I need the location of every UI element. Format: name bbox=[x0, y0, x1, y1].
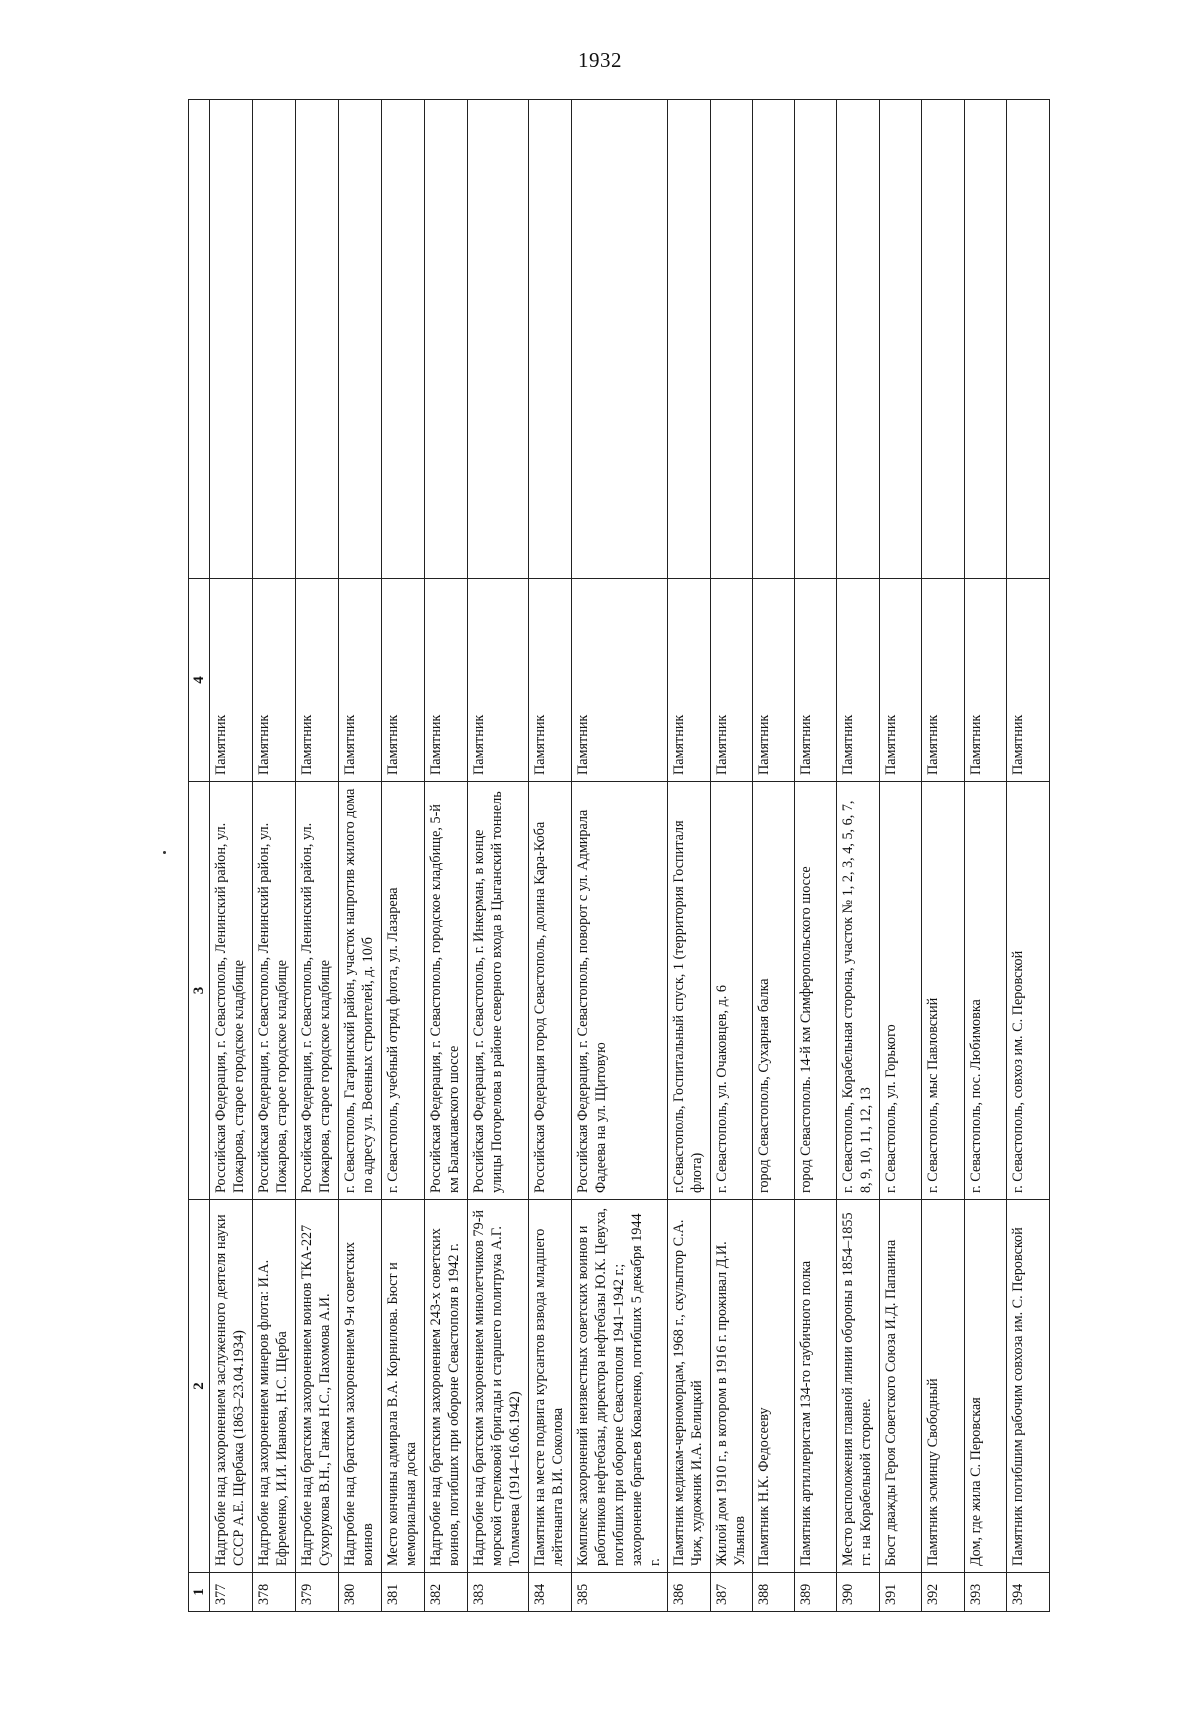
category-cell: Памятник bbox=[795, 579, 837, 782]
monument-name-cell: Место кончины адмирала В.А. Корнилова. Бюст и мемориальная доска bbox=[382, 1200, 425, 1573]
rotated-table-container bbox=[188, 100, 1071, 1612]
table-row bbox=[572, 100, 668, 1612]
row-number-cell: 380 bbox=[339, 1573, 382, 1612]
row-number-cell: 392 bbox=[922, 1573, 965, 1612]
address-cell: Российская Федерация, г. Севастополь, городское кладбище, 5-й км Балаклавского шоссе bbox=[425, 782, 468, 1200]
empty-cell bbox=[753, 100, 795, 579]
address-cell: Российская Федерация, г. Севастополь, Ленинский район, ул. Пожарова, старое городское кладбище bbox=[296, 782, 339, 1200]
table-row bbox=[253, 100, 296, 1612]
row-number-cell: 386 bbox=[668, 1573, 711, 1612]
monument-name-cell: Памятник на месте подвига курсантов взвода младшего лейтенанта В.И. Соколова bbox=[529, 1200, 572, 1573]
category-cell: Памятник bbox=[711, 579, 753, 782]
monument-name-cell: Жилой дом 1910 г., в котором в 1916 г. проживал Д.И. Ульянов bbox=[711, 1200, 753, 1573]
header-col-1: 1 bbox=[189, 1573, 210, 1612]
category-cell: Памятник bbox=[253, 579, 296, 782]
monuments-table bbox=[188, 99, 1050, 1612]
row-number-cell: 391 bbox=[880, 1573, 922, 1612]
address-cell: г.Севастополь, Госпитальный спуск, 1 (территория Госпиталя флота) bbox=[668, 782, 711, 1200]
category-cell: Памятник bbox=[880, 579, 922, 782]
address-cell: город Севастополь, Сухарная балка bbox=[753, 782, 795, 1200]
monument-name-cell: Надгробие над братским захоронением 243-х советских воинов, погибших при обороне Севастополя в 1942 г. bbox=[425, 1200, 468, 1573]
address-cell: г. Севастополь, Корабельная сторона, участок № 1, 2, 3, 4, 5, 6, 7, 8, 9, 10, 11, 12, 13 bbox=[837, 782, 880, 1200]
empty-cell bbox=[382, 100, 425, 579]
table-row bbox=[210, 100, 253, 1612]
row-number-cell: 393 bbox=[965, 1573, 1007, 1612]
table-row bbox=[529, 100, 572, 1612]
empty-cell bbox=[880, 100, 922, 579]
table-row bbox=[922, 100, 965, 1612]
monument-name-cell: Надгробие над захоронением заслуженного деятеля науки СССР А.Е. Щербака (1863–23.04.1934) bbox=[210, 1200, 253, 1573]
category-cell: Памятник bbox=[965, 579, 1007, 782]
address-cell: город Севастополь. 14-й км Симферопольского шоссе bbox=[795, 782, 837, 1200]
row-number-cell: 378 bbox=[253, 1573, 296, 1612]
scan-speck bbox=[163, 851, 166, 854]
table-row bbox=[425, 100, 468, 1612]
monument-name-cell: Надгробие над братским захоронением минолетчиков 79-й морской стрелковой бригады и старшего политрука А.Г. Толмачева (1914–16.06.1942) bbox=[468, 1200, 529, 1573]
category-cell: Памятник bbox=[572, 579, 668, 782]
address-cell: Российская Федерация, г. Севастополь, поворот с ул. Адмирала Фадеева на ул. Щитовую bbox=[572, 782, 668, 1200]
empty-cell bbox=[668, 100, 711, 579]
table-row bbox=[753, 100, 795, 1612]
monument-name-cell: Памятник артиллеристам 134-го гаубичного полка bbox=[795, 1200, 837, 1573]
empty-cell bbox=[922, 100, 965, 579]
empty-cell bbox=[837, 100, 880, 579]
table-row bbox=[711, 100, 753, 1612]
page-number: 1932 bbox=[578, 48, 622, 72]
monument-name-cell: Надгробие над братским захоронением 9-и советских воинов bbox=[339, 1200, 382, 1573]
table-row bbox=[1007, 100, 1050, 1612]
empty-cell bbox=[425, 100, 468, 579]
row-number-cell: 382 bbox=[425, 1573, 468, 1612]
address-cell: г. Севастополь, мыс Павловский bbox=[922, 782, 965, 1200]
table-row bbox=[837, 100, 880, 1612]
empty-cell bbox=[296, 100, 339, 579]
category-cell: Памятник bbox=[296, 579, 339, 782]
category-cell: Памятник bbox=[210, 579, 253, 782]
table-row bbox=[339, 100, 382, 1612]
row-number-cell: 381 bbox=[382, 1573, 425, 1612]
address-cell: Российская Федерация, г. Севастополь, г. Инкерман, в конце улицы Погорелова в районе северного входа в Цыганский тоннель bbox=[468, 782, 529, 1200]
category-cell: Памятник bbox=[668, 579, 711, 782]
row-number-cell: 387 bbox=[711, 1573, 753, 1612]
monument-name-cell: Место расположения главной линии обороны в 1854–1855 гг. на Корабельной стороне. bbox=[837, 1200, 880, 1573]
category-cell: Памятник bbox=[425, 579, 468, 782]
category-cell: Памятник bbox=[468, 579, 529, 782]
address-cell: г. Севастополь, совхоз им. С. Перовской bbox=[1007, 782, 1050, 1200]
monument-name-cell: Надгробие над захоронением минеров флота: И.А. Ефременко, И.И. Иванова, Н.С. Щерба bbox=[253, 1200, 296, 1573]
monument-name-cell: Памятник медикам-черноморцам, 1968 г., скульптор С.А. Чиж, художник И.А. Белицкий bbox=[668, 1200, 711, 1573]
category-cell: Памятник bbox=[922, 579, 965, 782]
table-row bbox=[296, 100, 339, 1612]
monument-name-cell: Дом, где жила С. Перовская bbox=[965, 1200, 1007, 1573]
monument-name-cell: Комплекс захоронений неизвестных советских воинов и работников нефтебазы, директора нефтебазы Ю.К. Цевуха, погибших при обороне Севастополя 1941–1942 г.; захоронение братьев Коваленко, погибших 5 декабря 1944 г. bbox=[572, 1200, 668, 1573]
table-row bbox=[965, 100, 1007, 1612]
empty-cell bbox=[210, 100, 253, 579]
monument-name-cell: Памятник эсминцу Свободный bbox=[922, 1200, 965, 1573]
row-number-cell: 389 bbox=[795, 1573, 837, 1612]
row-number-cell: 379 bbox=[296, 1573, 339, 1612]
row-number-cell: 385 bbox=[572, 1573, 668, 1612]
header-col-4: 4 bbox=[189, 579, 210, 782]
empty-cell bbox=[572, 100, 668, 579]
monument-name-cell: Памятник погибшим рабочим совхоза им. С. Перовской bbox=[1007, 1200, 1050, 1573]
category-cell: Памятник bbox=[382, 579, 425, 782]
monument-name-cell: Памятник Н.К. Федосееву bbox=[753, 1200, 795, 1573]
address-cell: г. Севастополь, ул. Горького bbox=[880, 782, 922, 1200]
table-row bbox=[468, 100, 529, 1612]
address-cell: Российская Федерация, г. Севастополь, Ленинский район, ул. Пожарова, старое городское кладбище bbox=[253, 782, 296, 1200]
row-number-cell: 388 bbox=[753, 1573, 795, 1612]
address-cell: г. Севастополь, ул. Очаковцев, д. 6 bbox=[711, 782, 753, 1200]
row-number-cell: 394 bbox=[1007, 1573, 1050, 1612]
row-number-cell: 383 bbox=[468, 1573, 529, 1612]
address-cell: г. Севастополь, учебный отряд флота, ул. Лазарева bbox=[382, 782, 425, 1200]
empty-cell bbox=[1007, 100, 1050, 579]
address-cell: Российская Федерация город Севастополь, долина Кара-Коба bbox=[529, 782, 572, 1200]
category-cell: Памятник bbox=[837, 579, 880, 782]
empty-cell bbox=[795, 100, 837, 579]
header-col-5 bbox=[189, 100, 210, 579]
empty-cell bbox=[468, 100, 529, 579]
header-col-3: 3 bbox=[189, 782, 210, 1200]
empty-cell bbox=[253, 100, 296, 579]
address-cell: г. Севастополь, пос. Любимовка bbox=[965, 782, 1007, 1200]
header-col-2: 2 bbox=[189, 1200, 210, 1573]
row-number-cell: 377 bbox=[210, 1573, 253, 1612]
empty-cell bbox=[711, 100, 753, 579]
address-cell: Российская Федерация, г. Севастополь, Ленинский район, ул. Пожарова, старое городское кладбище bbox=[210, 782, 253, 1200]
empty-cell bbox=[965, 100, 1007, 579]
table-row bbox=[382, 100, 425, 1612]
category-cell: Памятник bbox=[529, 579, 572, 782]
row-number-cell: 384 bbox=[529, 1573, 572, 1612]
monument-name-cell: Бюст дважды Героя Советского Союза И.Д. Папанина bbox=[880, 1200, 922, 1573]
row-number-cell: 390 bbox=[837, 1573, 880, 1612]
monument-name-cell: Надгробие над братским захоронением воинов ТКА-227 Сухорукова В.Н., Ганжа Н.С., Пахомова А.И. bbox=[296, 1200, 339, 1573]
category-cell: Памятник bbox=[753, 579, 795, 782]
empty-cell bbox=[339, 100, 382, 579]
address-cell: г. Севастополь, Гагаринский район, участок напротив жилого дома по адресу ул. Военных строителей, д. 10/б bbox=[339, 782, 382, 1200]
category-cell: Памятник bbox=[1007, 579, 1050, 782]
table-header-row bbox=[189, 100, 210, 1612]
empty-cell bbox=[529, 100, 572, 579]
category-cell: Памятник bbox=[339, 579, 382, 782]
table-row bbox=[880, 100, 922, 1612]
table-row bbox=[668, 100, 711, 1612]
table-row bbox=[795, 100, 837, 1612]
table-body bbox=[210, 100, 1050, 1612]
